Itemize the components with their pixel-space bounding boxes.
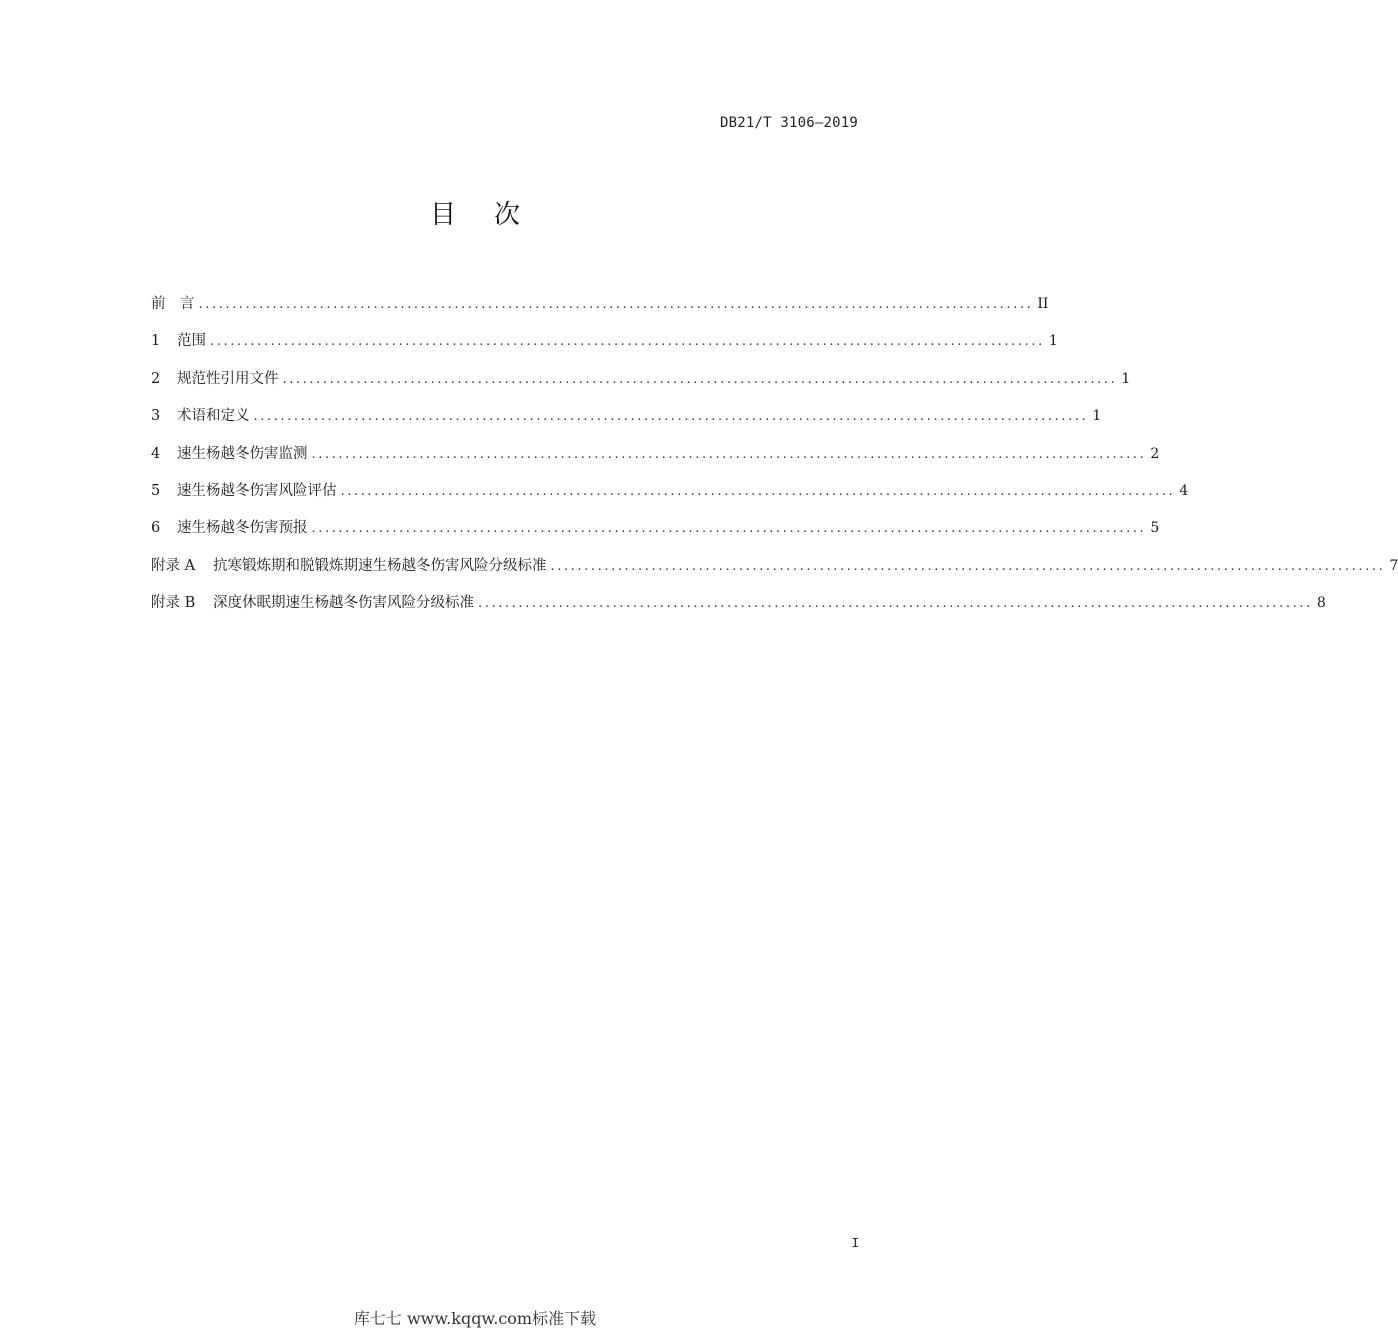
toc-leader-dots: ............................................................................................................................ bbox=[210, 334, 1045, 350]
toc-entry-5[interactable] bbox=[151, 479, 1189, 516]
toc-leader-dots: ............................................................................................................................ bbox=[311, 521, 1147, 537]
toc-entry-appendix-a[interactable] bbox=[151, 554, 1398, 591]
toc-entry-page: 1 bbox=[1092, 408, 1102, 425]
toc-leader-dots: ............................................................................................................................ bbox=[282, 371, 1118, 387]
toc-entry-3[interactable] bbox=[151, 404, 1102, 441]
toc-entry-page: 8 bbox=[1316, 595, 1326, 612]
toc-entry-appendix-b[interactable] bbox=[151, 591, 1326, 628]
toc-entry-number: 1 bbox=[151, 333, 161, 350]
toc-leader-dots: ............................................................................................................................ bbox=[311, 446, 1147, 462]
toc-leader-dots: ............................................................................................................................ bbox=[478, 596, 1313, 612]
page-number: I bbox=[851, 1236, 859, 1250]
toc-entry-number: 4 bbox=[151, 445, 161, 462]
toc-entry-2[interactable] bbox=[151, 367, 1131, 404]
toc-entry-4[interactable] bbox=[151, 442, 1160, 479]
toc-entry-label: 术语和定义 bbox=[177, 408, 250, 425]
toc-entry-1[interactable] bbox=[151, 329, 1058, 366]
toc-entry-number: 2 bbox=[151, 370, 161, 387]
toc-entry-page: 7 bbox=[1389, 557, 1398, 574]
toc-entry-label: 速生杨越冬伤害风险评估 bbox=[177, 482, 337, 499]
toc-entry-foreword[interactable] bbox=[151, 292, 1049, 329]
toc-entry-label: 深度休眠期速生杨越冬伤害风险分级标准 bbox=[213, 595, 474, 612]
toc-leader-dots: ............................................................................................................................ bbox=[340, 483, 1176, 499]
toc-entry-page: II bbox=[1037, 296, 1049, 312]
toc-entry-6[interactable] bbox=[151, 516, 1160, 553]
document-code: DB21/T 3106—2019 bbox=[719, 115, 858, 131]
toc-entry-number: 6 bbox=[151, 520, 161, 537]
toc-entry-number: 3 bbox=[151, 408, 161, 425]
toc-entry-number: 5 bbox=[151, 482, 161, 499]
toc-leader-dots: ............................................................................................................................ bbox=[550, 558, 1386, 574]
toc-entry-page: 4 bbox=[1179, 482, 1189, 499]
toc-entry-label: 抗寒锻炼期和脱锻炼期速生杨越冬伤害风险分级标准 bbox=[213, 557, 547, 574]
toc-entry-page: 5 bbox=[1150, 520, 1160, 537]
toc-entry-label: 速生杨越冬伤害预报 bbox=[177, 520, 308, 537]
toc-entry-page: 2 bbox=[1150, 445, 1160, 462]
toc-entry-label: 范围 bbox=[177, 333, 206, 350]
toc-entry-label: 前 言 bbox=[151, 296, 195, 312]
table-of-contents bbox=[151, 292, 1398, 629]
toc-leader-dots: ............................................................................................................................ bbox=[253, 409, 1089, 425]
toc-entry-page: 1 bbox=[1121, 370, 1131, 387]
watermark-text: 库七七 www.kqqw.com标准下载 bbox=[353, 1309, 597, 1328]
toc-entry-number: 附录 B bbox=[151, 595, 196, 612]
toc-entry-label: 速生杨越冬伤害监测 bbox=[177, 445, 308, 462]
page-title: 目次 bbox=[429, 200, 558, 230]
toc-leader-dots: ............................................................................................................................ bbox=[198, 297, 1034, 312]
toc-entry-page: 1 bbox=[1048, 333, 1058, 350]
toc-entry-label: 规范性引用文件 bbox=[177, 370, 279, 387]
toc-entry-number: 附录 A bbox=[151, 557, 196, 574]
